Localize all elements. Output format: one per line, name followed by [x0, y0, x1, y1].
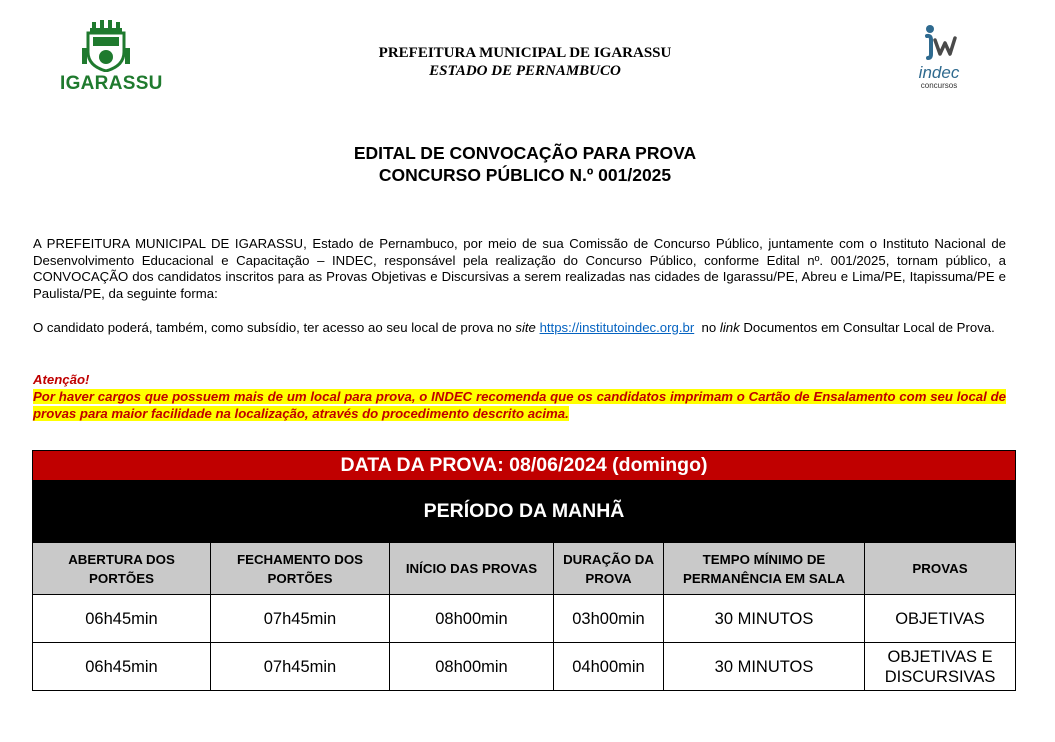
cell-gate-opening: 06h45min [33, 595, 211, 643]
warning-paragraph [33, 389, 1006, 422]
intro-paragraph: A PREFEITURA MUNICIPAL DE IGARASSU, Estado de Pernambuco, por meio de sua Comissão de Concurso Público, juntamente com o Instituto Nacional de Desenvolvimento Educacional e Capacitação – INDEC, responsável pela realização do Concurso Público, conforme Edital nº. 001/2025, tornam público, a CONVOCAÇÃO dos candidatos inscritos para as Provas Objetivas e Discursivas a serem realizadas nas cidades de Igarassu/PE, Abreu e Lima/PE, Itapissuma/PE e Paulista/PE, da seguinte forma: [33, 236, 1006, 301]
cell-exams: OBJETIVAS [865, 595, 1016, 643]
access-paragraph [33, 320, 1006, 337]
cell-exam-duration: 03h00min [554, 595, 664, 643]
indec-logo [902, 24, 976, 96]
cell-gate-opening: 06h45min [33, 643, 211, 691]
access-text-2: no [694, 320, 720, 335]
table-row [33, 595, 1016, 643]
header-municipality: PREFEITURA MUNICIPAL DE IGARASSU [378, 45, 672, 61]
warning-title: Atenção! [33, 372, 90, 387]
header-state: ESTADO DE PERNAMBUCO [429, 63, 621, 79]
header-gate-opening: ABERTURA DOS PORTÕES [33, 543, 211, 595]
header-gate-closing: FECHAMENTO DOS PORTÕES [211, 543, 390, 595]
period-row [33, 481, 1016, 543]
access-link-word: link [719, 320, 740, 335]
cell-exam-start: 08h00min [390, 595, 554, 643]
indec-mark-icon [919, 24, 959, 60]
cell-exams: OBJETIVAS E DISCURSIVAS [865, 643, 1016, 691]
warning-text: Por haver cargos que possuem mais de um local para prova, o INDEC recomenda que os candidatos imprimam o Cartão de Ensalamento com seu local de provas para maior facilidade na localização, através do procedimento descrito acima. [33, 389, 1006, 421]
title-line-2: CONCURSO PÚBLICO N.º 001/2025 [378, 165, 672, 185]
exam-schedule-table [32, 450, 1016, 691]
indec-logo-subtext: concursos [920, 81, 958, 90]
cell-minimum-time: 30 MINUTOS [664, 643, 865, 691]
header-exam-start: INÍCIO DAS PROVAS [390, 543, 554, 595]
indec-site-link[interactable]: https://institutoindec.org.br [539, 320, 695, 335]
cell-minimum-time: 30 MINUTOS [664, 595, 865, 643]
header-exam-duration: DURAÇÃO DA PROVA [554, 543, 664, 595]
title-line-1: EDITAL DE CONVOCAÇÃO PARA PROVA [353, 143, 697, 163]
access-site-word: site [515, 320, 536, 335]
exam-date-row [33, 451, 1016, 481]
cell-gate-closing: 07h45min [211, 595, 390, 643]
cell-exam-start: 08h00min [390, 643, 554, 691]
table-row [33, 643, 1016, 691]
indec-logo-text: indec [918, 63, 960, 82]
document-title [220, 142, 830, 186]
exam-date: DATA DA PROVA: 08/06/2024 (domingo) [33, 451, 1016, 481]
header-exams: PROVAS [865, 543, 1016, 595]
document-header [300, 44, 750, 80]
access-text-3: Documentos em Consultar Local de Prova. [739, 320, 995, 335]
coat-of-arms-icon [82, 20, 130, 72]
table-header-row [33, 543, 1016, 595]
cell-gate-closing: 07h45min [211, 643, 390, 691]
cell-exam-duration: 04h00min [554, 643, 664, 691]
header-minimum-time: TEMPO MÍNIMO DE PERMANÊNCIA EM SALA [664, 543, 865, 595]
igarassu-logo-text: IGARASSU [60, 73, 163, 94]
igarassu-logo [60, 20, 163, 98]
access-text-1: O candidato poderá, também, como subsídio, ter acesso ao seu local de prova no [33, 320, 516, 335]
exam-period: PERÍODO DA MANHÃ [33, 481, 1016, 543]
